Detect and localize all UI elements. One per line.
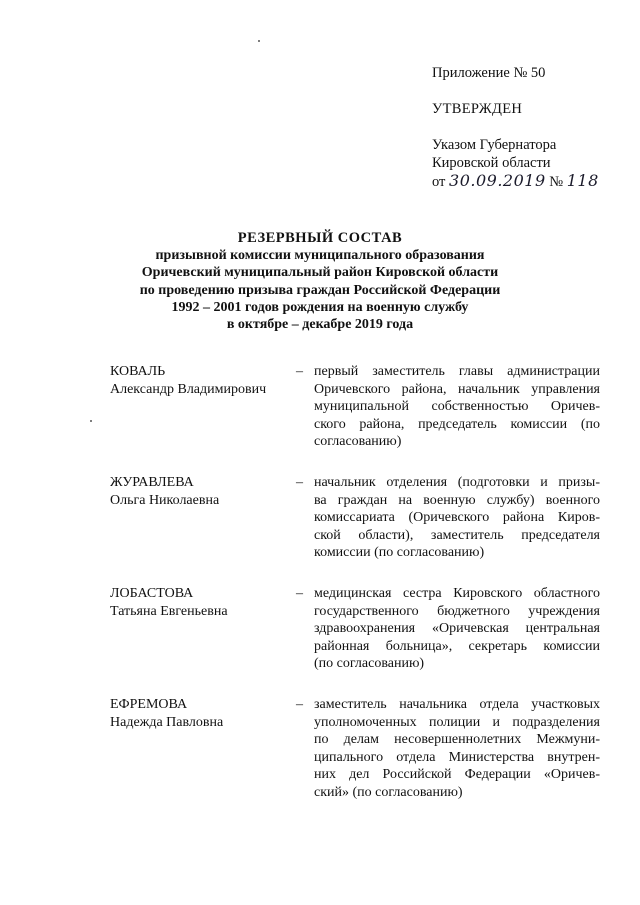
from-label: от — [432, 174, 446, 190]
member-given-names: Надежда Павловна — [110, 714, 224, 730]
approved-stamp-text: УТВЕРЖДЕН — [432, 101, 523, 117]
description-line: них дел Российской Федерации «Оричев- — [314, 767, 600, 783]
decree-date-number — [432, 172, 632, 191]
description-line: ский» (по согласованию) — [314, 784, 463, 800]
member-dash: – — [296, 364, 303, 379]
title-line: 1992 – 2001 годов рождения на военную службу — [171, 299, 469, 315]
description-line: ва граждан на военную службу) военного — [314, 492, 600, 508]
number-label: № — [549, 174, 564, 190]
description-line: медицинская сестра Кировского областного — [314, 586, 600, 601]
description-line: (по согласованию) — [314, 656, 425, 672]
description-line: ской области), заместитель председателя — [314, 527, 600, 543]
description-line: уполномоченных полиции и подразделения — [314, 714, 600, 730]
member-surname: ЛОБАСТОВА — [110, 586, 194, 601]
description-line: ципального отдела Министерства внутрен- — [314, 749, 600, 765]
member-name — [110, 585, 290, 620]
title-line: по проведению призыва граждан Российской Федерации — [139, 282, 501, 298]
member-surname: КОВАЛЬ — [110, 364, 166, 379]
description-line: комиссии (по согласованию) — [314, 545, 485, 561]
description-line: государственного бюджетного учреждения — [314, 603, 600, 619]
member-given-names: Ольга Николаевна — [110, 492, 220, 508]
description-line: первый заместитель главы администрации — [314, 364, 600, 379]
member-description — [314, 363, 600, 451]
member-surname: ЖУРАВЛЕВА — [110, 475, 194, 490]
handwritten-date: 30.09.2019 — [449, 171, 546, 190]
description-line: ского района, председатель комиссии (по — [314, 416, 600, 432]
decree-line-1: Указом Губернатора — [432, 137, 557, 153]
title-line: призывной комиссии муниципального образования — [155, 248, 485, 264]
description-line: согласованию) — [314, 434, 402, 450]
description-line: муниципальной собственностью Оричев- — [314, 399, 600, 415]
member-name — [110, 474, 290, 509]
description-line: по делам несовершеннолетних Межмуни- — [314, 732, 600, 748]
member-name — [110, 696, 290, 731]
member-description — [314, 696, 600, 802]
handwritten-number: 118 — [566, 171, 599, 190]
description-line: начальник отделения (подготовки и призы- — [314, 475, 600, 490]
description-line: районная больница», секретарь комиссии — [314, 638, 600, 654]
scan-speck — [258, 40, 260, 42]
description-line: здравоохранения «Оричевская центральная — [314, 621, 600, 637]
member-name — [110, 363, 290, 398]
description-line: заместитель начальника отдела участковых — [314, 697, 600, 712]
member-dash: – — [296, 586, 303, 601]
member-given-names: Александр Владимирович — [110, 381, 267, 397]
description-line: комиссариата (Оричевского района Киров- — [314, 510, 600, 526]
approval-header — [432, 64, 632, 191]
title-line: в октябре – декабре 2019 года — [226, 317, 414, 333]
document-title — [80, 230, 560, 333]
decree-line-2: Кировской области — [432, 155, 551, 171]
title-main: РЕЗЕРВНЫЙ СОСТАВ — [237, 230, 403, 246]
member-description — [314, 474, 600, 562]
member-given-names: Татьяна Евгеньевна — [110, 603, 228, 619]
member-description — [314, 585, 600, 673]
member-surname: ЕФРЕМОВА — [110, 697, 188, 712]
appendix-number: Приложение № 50 — [432, 65, 546, 81]
description-line: Оричевского района, начальник управления — [314, 381, 600, 397]
scan-speck — [90, 420, 92, 422]
member-dash: – — [296, 697, 303, 712]
member-dash: – — [296, 475, 303, 490]
title-line: Оричевский муниципальный район Кировской области — [141, 265, 499, 281]
